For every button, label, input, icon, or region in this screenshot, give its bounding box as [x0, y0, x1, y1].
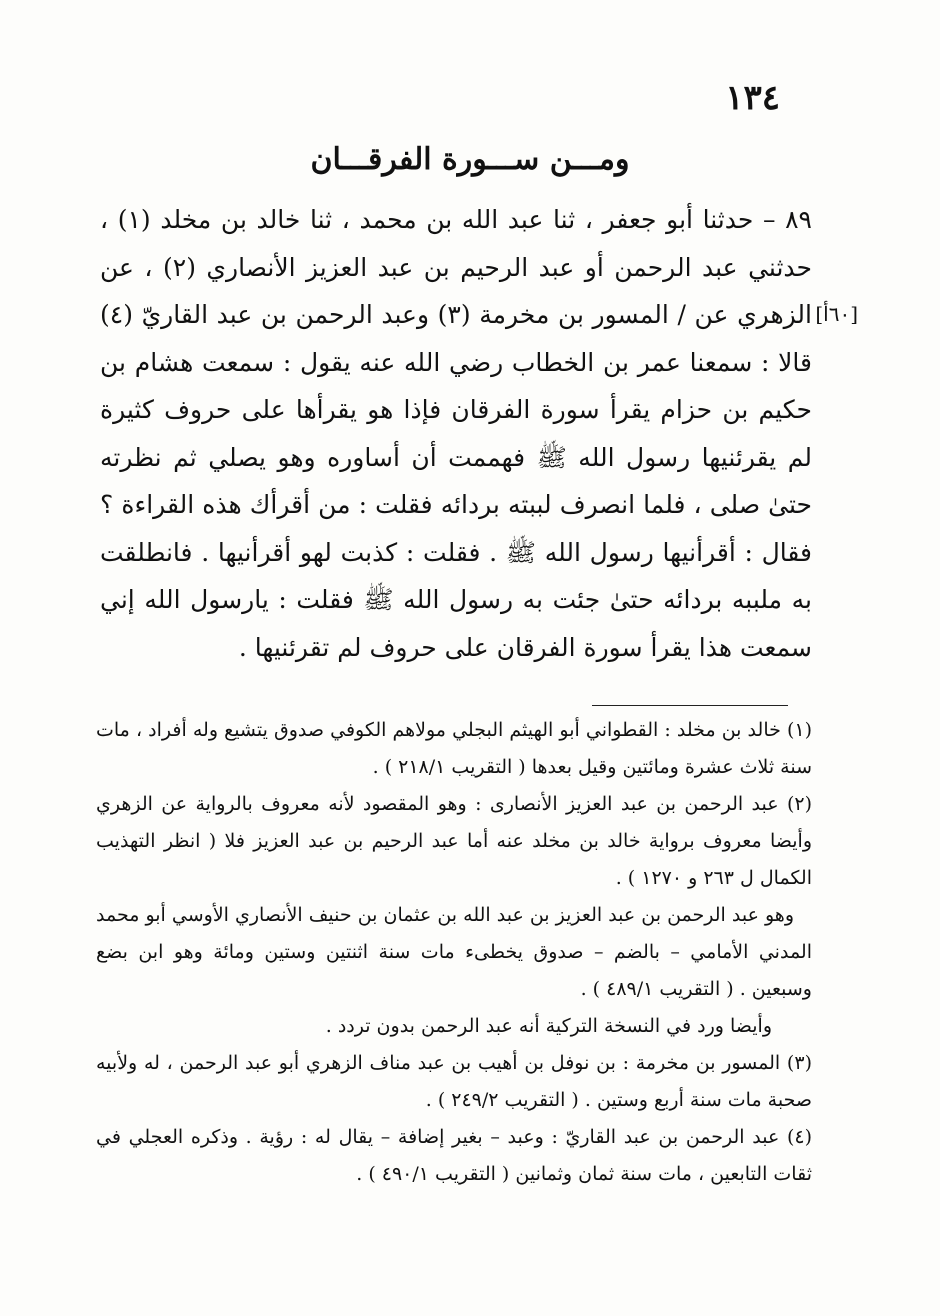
- footnote-separator: [592, 705, 788, 706]
- footnote-4: (٤) عبد الرحمن بن عبد القاريّ : وعبد – بغير إضافة – يقال له : رؤية . وذكره العجلي في ثقات التابعين ، مات سنة ثمان وثمانين ( التقريب ٤٩٠/١ ) .: [96, 1126, 812, 1185]
- footnotes: [96, 712, 812, 1193]
- page-number: ١٣٤: [725, 78, 780, 118]
- footnote-1: (١) خالد بن مخلد : القطواني أبو الهيثم البجلي مولاهم الكوفي صدوق يتشيع وله أفراد ، مات سنة ثلاث عشرة ومائتين وقيل بعدها ( التقريب ٢١٨/١ ) .: [96, 719, 812, 778]
- hadith-paragraph: ٨٩ – حدثنا أبو جعفر ، ثنا عبد الله بن محمد ، ثنا خالد بن مخلد (١) ، حدثني عبد الرحمن أو عبد الرحيم بن عبد العزيز الأنصاري (٢) ، عن الزهري عن / المسور بن مخرمة (٣) وعبد الرحمن بن عبد القاريّ (٤) قالا : سمعنا عمر بن الخطاب رضي الله عنه يقول : سمعت هشام بن حكيم بن حزام يقرأ سورة الفرقان فإذا هو يقرأها على حروف كثيرة لم يقرئنيها رسول الله ﷺ فهممت أن أساوره وهو يصلي ثم نظرته حتىٰ صلى ، فلما انصرف لببته بردائه فقلت : من أقرأك هذه القراءة ؟ فقال : أقرأنيها رسول الله ﷺ . فقلت : كذبت لهو أقرأنيها . فانطلقت به ملببه بردائه حتىٰ جئت به رسول الله ﷺ فقلت : يارسول الله إني سمعت هذا يقرأ سورة الفرقان على حروف لم تقرئنيها .: [100, 205, 813, 662]
- footnote-3: (٣) المسور بن مخرمة : بن نوفل بن أهيب بن عبد مناف الزهري أبو عبد الرحمن ، له ولأبيه صحبة مات سنة أربع وستين . ( التقريب ٢٤٩/٢ ) .: [96, 1052, 812, 1111]
- main-text: [100, 196, 812, 671]
- footnote-2-note: وأيضا ورد في النسخة التركية أنه عبد الرحمن بدون تردد .: [325, 1015, 772, 1037]
- footnote-2: (٢) عبد الرحمن بن عبد العزيز الأنصارى : وهو المقصود لأنه معروف بالرواية عن الزهري وأيضا معروف برواية خالد بن مخلد عنه أما عبد الرحيم بن عبد العزيز فلا ( انظر التهذيب الكمال ل ٢٦٣ و ١٢٧٠ ) .: [96, 793, 812, 889]
- margin-folio-note: [٦٠أ]: [815, 302, 858, 326]
- chapter-title: ومـــن ســـورة الفرقـــان: [310, 142, 630, 177]
- footnote-2-continued: وهو عبد الرحمن بن عبد العزيز بن عبد الله بن عثمان بن حنيف الأنصاري الأوسي أبو محمد المدني الأمامي – بالضم – صدوق يخطىء مات سنة اثنتين وستين ومائة وهو ابن بضع وسبعين . ( التقريب ٤٨٩/١ ) .: [96, 904, 812, 1000]
